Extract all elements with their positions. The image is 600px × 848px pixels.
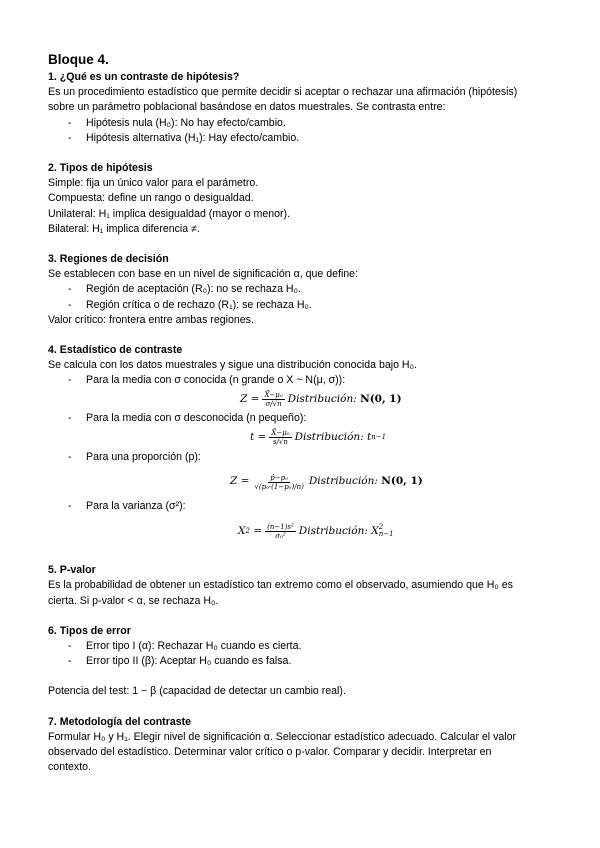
section-5-heading: 5. P-valor	[48, 564, 96, 577]
section-3-heading: 3. Regiones de decisión	[48, 253, 169, 266]
list-item: - Región de aceptación (R₀): no se rechaza H₀.	[68, 283, 301, 296]
formula-chi-square-variance	[48, 514, 568, 548]
list-item: - Región crítica o de rechazo (R₁): se rechaza H₀.	[68, 298, 312, 311]
list-item-text: Para una proporción (p):	[86, 450, 201, 463]
distribution-label: Distribución:	[287, 393, 357, 406]
section-1-heading: 1. ¿Qué es un contraste de hipótesis?	[48, 71, 240, 83]
s6-list	[48, 639, 568, 669]
formula-z-proportion	[48, 465, 568, 499]
formula-lhs: Z =	[230, 475, 250, 488]
formula-lhs: X	[238, 524, 246, 537]
fraction-numerator: X̄−μ₀	[271, 429, 290, 438]
list-item: - Hipótesis alternativa (H₁): Hay efecto/cambio.	[68, 131, 300, 144]
distribution-superscript: 2	[378, 523, 384, 532]
list-item-text: Hipótesis nula (H₀): No hay efecto/cambio.	[86, 116, 286, 129]
s1-line-1: Es un procedimiento estadístico que permite decidir si aceptar o rechazar una afirmación (hipótesis)	[48, 86, 518, 99]
list-item-text: Hipótesis alternativa (H₁): Hay efecto/cambio.	[86, 131, 300, 144]
s1-list	[48, 116, 568, 146]
s1-line-2: sobre un parámetro poblacional basándose en datos muestrales. Se contrasta entre:	[48, 101, 446, 114]
s4-list-2	[48, 411, 568, 426]
distribution-label: Distribución:	[294, 431, 364, 444]
s6-power: Potencia del test: 1 − β (capacidad de detectar un cambio real).	[48, 685, 346, 698]
list-item-text: Para la varianza (σ²):	[86, 500, 186, 513]
formula-fraction	[265, 523, 296, 540]
document-page	[48, 52, 568, 776]
fraction-numerator: X̄−μ₀	[264, 391, 283, 400]
formula-lhs: t =	[250, 431, 267, 444]
section-4-heading: 4. Estadístico de contraste	[48, 344, 183, 357]
list-item-text: Región crítica o de rechazo (R₁): se rechaza H₀.	[86, 298, 312, 311]
formula-lhs: Z =	[240, 393, 260, 406]
distribution-label: Distribución:	[298, 524, 368, 537]
formula-z-mean-known	[48, 389, 568, 411]
list-item: - Hipótesis nula (H₀): No hay efecto/cambio.	[68, 116, 286, 129]
distribution-value: N(0, 1)	[381, 475, 423, 488]
s3-list	[48, 282, 568, 312]
s2-line-4: Bilateral: H₁ implica diferencia ≠.	[48, 222, 200, 235]
s3-intro: Se establecen con base en un nivel de significación α, que define:	[48, 268, 359, 281]
distribution-subscript: n−1	[378, 530, 394, 539]
list-item-text: Para la media con σ desconocida (n pequeño):	[86, 411, 307, 424]
section-6-heading: 6. Tipos de error	[48, 624, 131, 637]
s7-line-3: contexto.	[48, 761, 91, 774]
section-7-heading: 7. Metodología del contraste	[48, 715, 192, 728]
s7-line-1: Formular H₀ y H₁. Elegir nivel de significación α. Seleccionar estadístico adecuado. Calcular el valor	[48, 730, 517, 743]
formula-fraction	[262, 391, 284, 408]
distribution-scripts	[379, 524, 394, 538]
distribution-value: X	[371, 524, 379, 537]
s4-list	[48, 373, 568, 388]
s2-line-3: Unilateral: H₁ implica desigualdad (mayor o menor).	[48, 207, 291, 220]
distribution-value: N(0, 1)	[360, 393, 402, 406]
fraction-numerator: p̂−p₀	[270, 473, 288, 482]
formula-fraction	[269, 429, 291, 446]
formula-equals: =	[253, 524, 263, 537]
fraction-denominator: σ/√n	[265, 400, 282, 409]
s2-line-1: Simple: fija un único valor para el parámetro.	[48, 177, 259, 190]
list-item-text: Para la media con σ conocida (n grande o X ~ N(μ, σ)):	[86, 374, 346, 387]
s5-line-1: Es la probabilidad de obtener un estadístico tan extremo como el observado, asumiendo que H₀ es	[48, 579, 513, 592]
distribution-label: Distribución:	[308, 475, 378, 488]
s4-list-4	[48, 499, 568, 514]
s5-line-2: cierta. Si p-valor < α, se rechaza H₀.	[48, 594, 219, 607]
list-item: - Para la media con σ desconocida (n pequeño):	[68, 411, 307, 424]
fraction-denominator: √(p₀·(1−p₀)/n)	[254, 482, 304, 491]
s4-intro: Se calcula con los datos muestrales y sigue una distribución conocida bajo H₀.	[48, 359, 417, 372]
distribution-subscript: n−1	[371, 433, 387, 442]
list-item: - Para la media con σ conocida (n grande o X ~ N(μ, σ)):	[68, 374, 346, 387]
s7-line-2: observado del estadístico. Determinar valor crítico o p-valor. Comparar y decidir. Interpretar en	[48, 746, 492, 759]
formula-lhs-superscript: 2	[245, 526, 250, 535]
s3-outro: Valor crítico: frontera entre ambas regiones.	[48, 313, 254, 326]
section-2-heading: 2. Tipos de hipótesis	[48, 162, 153, 175]
list-item: - Para la varianza (σ²):	[68, 500, 186, 513]
formula-t-mean-unknown	[48, 426, 568, 450]
s4-list-3	[48, 450, 568, 465]
list-item-text: Región de aceptación (R₀): no se rechaza H₀.	[86, 283, 301, 296]
list-item-text: Error tipo II (β): Aceptar H₀ cuando es falsa.	[86, 655, 292, 668]
list-item-text: Error tipo I (α): Rechazar H₀ cuando es cierta.	[86, 640, 302, 653]
page-title: Bloque 4.	[48, 52, 109, 67]
fraction-numerator: (n−1)s²	[267, 522, 294, 531]
list-item: - Para una proporción (p):	[68, 450, 201, 463]
fraction-denominator: σ₀²	[275, 531, 286, 540]
list-item: - Error tipo I (α): Rechazar H₀ cuando es cierta.	[68, 640, 302, 653]
fraction-denominator: s/√n	[273, 438, 288, 447]
distribution-value: t	[367, 431, 372, 444]
formula-fraction	[252, 474, 305, 491]
s2-line-2: Compuesta: define un rango o desigualdad.	[48, 192, 254, 205]
list-item: - Error tipo II (β): Aceptar H₀ cuando es falsa.	[68, 655, 292, 668]
